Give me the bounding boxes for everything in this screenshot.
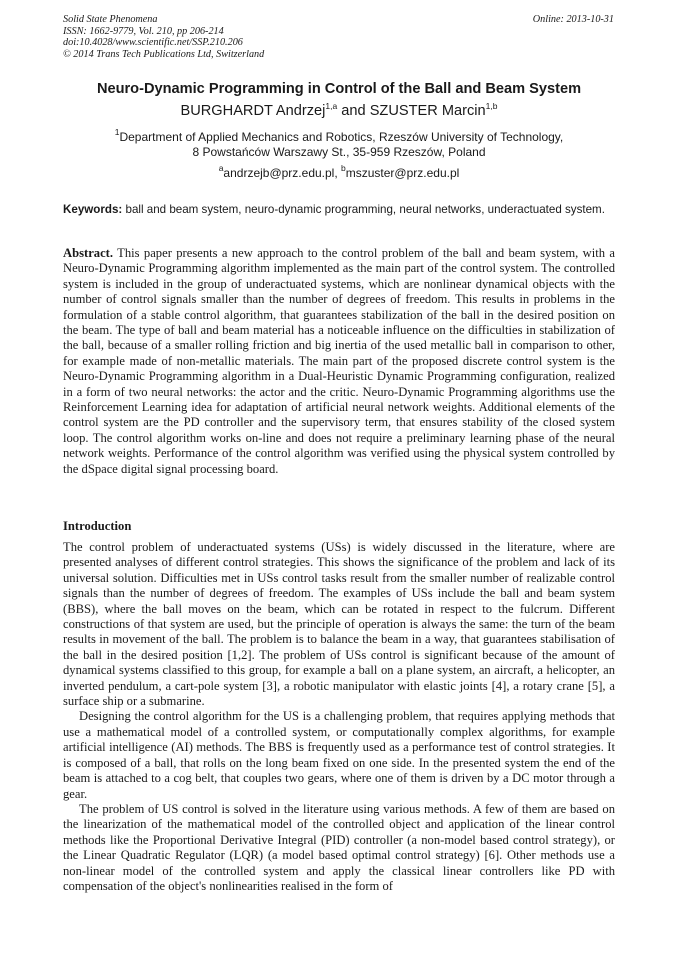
journal-header (63, 14, 443, 60)
email-mark: b (341, 163, 346, 173)
author-affiliation-mark: 1,a (325, 101, 338, 111)
section-heading: Introduction (63, 519, 132, 533)
paper-title: Neuro-Dynamic Programming in Control of the Ball and Beam System (96, 81, 582, 97)
affiliation-mark: 1 (114, 127, 120, 137)
introduction-body (63, 540, 615, 894)
author-connector: and (337, 103, 370, 119)
paragraph: The control problem of underactuated systems (USs) is widely discussed in the literature, where are presented analyses of different control strategies. This shows the significance of the problem and lack of its universal solution. Difficulties met in USs control tasks result from the smaller number of realizable control signals than the number of degrees of freedom. The examples of USs include the ball and beam system (BBS), where the ball moves on the beam, which can be rotated in respect to the fulcrum. Different constructions of that system are used, but the principle of operation is always the same: the turn of the beam results in movement of the ball. The problem is to balance the beam in a way, that guarantees stabilisation of the ball in the desired position [1,2]. The problem of USs control is significant because of the amount of dynamical systems classified to this group, for example a ball on a plane system, an aircraft, a helicopter, an inverted pendulum, a cart-pole system [3], a robotic manipulator with elastic joints [4], a rotary crane [5], a surface ship or a submarine. (63, 540, 615, 709)
email-mark: a (218, 163, 224, 173)
keywords (63, 202, 615, 217)
keywords-text: ball and beam system, neuro-dynamic programming, neural networks, underactuated system. (122, 203, 605, 216)
keywords-label: Keywords: (63, 203, 123, 216)
email-link[interactable]: mszuster@prz.edu.pl (345, 166, 460, 180)
author-list (40, 102, 638, 120)
paragraph: The problem of US control is solved in the literature using various methods. A few of them are based on the linearization of the mathematical model of the controlled object and application of the linear control methods like the Proportional Derivative Integral (PID) controller (a non-model based control strategy), or the Linear Quadratic Regulator (LQR) (a model based optimal control strategy) [6]. Other methods use a non-linear model of the controlled system and apply the classical linear controllers like PD with compensation of the object's nonlinearities realised in the form of (63, 801, 615, 893)
affiliation-text: Department of Applied Mechanics and Robotics, Rzeszów University of Technology, (119, 130, 564, 144)
journal-doi: doi:10.4028/www.scientific.net/SSP.210.206 (63, 37, 243, 49)
online-date: Online: 2013-10-31 (532, 14, 614, 25)
email-link[interactable]: andrzejb@prz.edu.pl, (223, 166, 342, 180)
abstract-text: This paper presents a new approach to the control problem of the ball and beam system, with a Neuro-Dynamic Programming algorithm implemented as the main part of the control system. The controlled system is included in the group of underactuated systems, which are nonlinear dynamical objects with the number of control signals smaller than the number of degrees of freedom. This results in problems in the formulation of a stable control algorithm, that guarantees stabilization of the ball in the desired position on the beam. The type of ball and beam material has a noticeable influence on the difficulties in stabilization of the ball, because of a smaller rolling friction and big inertia of the used metallic ball in comparison to other, for example made of non-metallic materials. The main part of the proposed discrete control system is the Neuro-Dynamic Programming algorithm in a Dual-Heuristic Dynamic Programming configuration, realized in a form of two neural networks: the actor and the critic. Neuro-Dynamic Programming algorithms use the Reinforcement Learning idea for adaptation of artificial neural network weights. Additional elements of the control system are the PD controller and the supervisory term, that ensures stability of the closed system loop. The control algorithm works on-line and does not require a preliminary learning phase of the neural network weights. Performance of the control algorithm was verified using the physical system controlled by the dSpace digital signal processing board. (63, 246, 615, 476)
abstract-label: Abstract. (63, 246, 114, 260)
author-emails (40, 163, 638, 181)
journal-issn: ISSN: 1662-9779, Vol. 210, pp 206-214 (63, 25, 224, 37)
author-name: SZUSTER Marcin (369, 103, 486, 119)
journal-name: Solid State Phenomena (63, 14, 158, 25)
paragraph: Designing the control algorithm for the US is a challenging problem, that requires applying methods that use a mathematical model of a controlled system, or computationally complex algorithms, for example artificial intelligence (AI) methods. The BBS is frequently used as a performance test of control strategies. It is composed of a ball, that rolls on the long beam fixed on one side. In the presented system the end of the beam is attached to a cog belt, that couples two gears, where one of them is driven by a DC motor through a gear. (63, 709, 615, 801)
abstract (63, 246, 615, 477)
journal-copyright: © 2014 Trans Tech Publications Ltd, Switzerland (63, 48, 265, 60)
affiliation (40, 127, 638, 160)
author-affiliation-mark: 1,b (485, 101, 498, 111)
affiliation-line (40, 127, 638, 145)
author-name: BURGHARDT Andrzej (180, 103, 326, 119)
affiliation-address: 8 Powstańców Warszawy St., 35-959 Rzeszów, Poland (192, 145, 486, 159)
